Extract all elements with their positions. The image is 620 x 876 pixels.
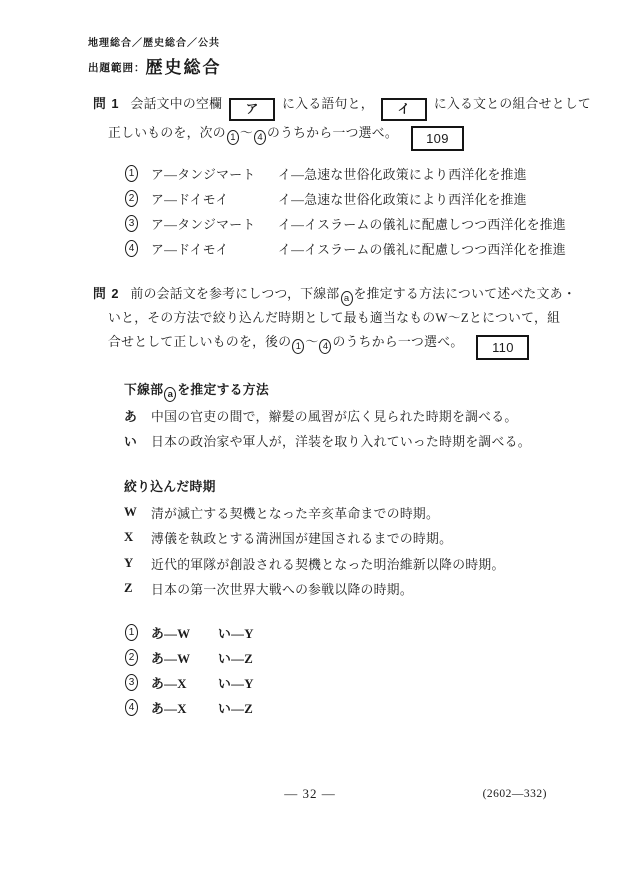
option-pair-a: あ―W bbox=[151, 627, 191, 641]
option-row-1 bbox=[124, 161, 566, 186]
circled-number-1-icon: 1 bbox=[292, 339, 304, 354]
q1-text: のうちから一つ選べ。 bbox=[266, 126, 398, 140]
q1-text: 会話文中の空欄 bbox=[130, 97, 223, 111]
question-2-line-1 bbox=[93, 282, 576, 306]
method-key: あ bbox=[124, 408, 138, 424]
period-heading: 絞り込んだ時期 bbox=[124, 479, 216, 494]
option-row-3 bbox=[124, 670, 254, 695]
method-heading-text: 下線部 bbox=[124, 382, 164, 397]
circled-number-1-icon: 1 bbox=[227, 130, 239, 145]
q1-text: に入る語句と， bbox=[282, 97, 374, 111]
blank-box-a: ア bbox=[229, 98, 275, 121]
option-pair-a: あ―X bbox=[151, 702, 187, 716]
question-1-stem bbox=[93, 92, 592, 151]
option-row-4 bbox=[124, 236, 566, 261]
period-section bbox=[124, 474, 505, 602]
period-text: 清が滅亡する契機となった辛亥革命までの時期。 bbox=[151, 506, 440, 521]
period-item-y bbox=[124, 551, 505, 577]
period-key: W bbox=[124, 504, 138, 519]
question-1-line-2 bbox=[108, 121, 565, 151]
circled-number-2-icon: 2 bbox=[125, 190, 138, 207]
answer-number-box-109: 109 bbox=[411, 126, 464, 151]
circled-number-4-icon: 4 bbox=[254, 130, 266, 145]
period-key: X bbox=[124, 530, 134, 545]
option-pair-b: イ―イスラームの儀礼に配慮しつつ西洋化を推進 bbox=[278, 243, 567, 257]
circled-number-4-icon: 4 bbox=[319, 339, 331, 354]
period-text: 近代的軍隊が創設される契機となった明治維新以降の時期。 bbox=[151, 557, 505, 572]
tilde: ～ bbox=[239, 126, 253, 140]
method-key: い bbox=[124, 434, 138, 450]
period-key: Z bbox=[124, 581, 133, 596]
period-item-x bbox=[124, 525, 505, 551]
question-2-stem bbox=[93, 282, 576, 360]
method-item-a bbox=[124, 403, 531, 429]
option-pair-a: ア―タンジマート bbox=[151, 218, 256, 232]
q1-text: に入る文との組合せとして bbox=[433, 97, 592, 111]
tilde: ～ bbox=[305, 335, 319, 349]
method-text: 中国の官吏の間で，辮髪の風習が広く見られた時期を調べる。 bbox=[151, 409, 518, 424]
circled-number-1-icon: 1 bbox=[125, 165, 138, 182]
option-pair-b: イ―イスラームの儀礼に配慮しつつ西洋化を推進 bbox=[278, 218, 567, 232]
question-2-line-2 bbox=[108, 306, 565, 330]
option-pair-a: あ―W bbox=[151, 652, 191, 666]
circled-number-3-icon: 3 bbox=[125, 674, 138, 691]
exam-scope-value: 歴史総合 bbox=[145, 58, 222, 77]
q1-text: 正しいものを，次の bbox=[108, 126, 226, 140]
question-2-options bbox=[124, 620, 254, 720]
option-row-2 bbox=[124, 186, 566, 211]
period-key: Y bbox=[124, 555, 134, 570]
method-heading-text: を推定する方法 bbox=[177, 382, 269, 397]
option-pair-a: ア―ドイモイ bbox=[151, 243, 229, 257]
circled-number-1-icon: 1 bbox=[125, 624, 138, 641]
question-1-label: 問 1 bbox=[93, 96, 120, 111]
option-pair-a: ア―タンジマート bbox=[151, 168, 256, 182]
q2-text: 合せとして正しいものを，後の bbox=[108, 335, 292, 349]
exam-scope-label: 出題範囲： bbox=[88, 62, 146, 74]
method-section bbox=[124, 377, 531, 454]
method-heading bbox=[124, 377, 531, 403]
option-row-3 bbox=[124, 211, 566, 236]
circled-a-icon: a bbox=[341, 291, 353, 306]
option-pair-b: い―Z bbox=[218, 652, 254, 666]
period-text: 溥儀を執政とする満洲国が建国されるまでの時期。 bbox=[151, 532, 453, 547]
method-item-i bbox=[124, 428, 531, 454]
question-2-line-3 bbox=[108, 330, 565, 360]
q2-text: のうちから一つ選べ。 bbox=[332, 335, 464, 349]
option-pair-b: い―Z bbox=[218, 702, 254, 716]
option-row-1 bbox=[124, 620, 254, 645]
q2-text: 前の会話文を参考にしつつ，下線部 bbox=[130, 287, 340, 301]
answer-number-box-110: 110 bbox=[476, 335, 529, 360]
circled-number-4-icon: 4 bbox=[125, 699, 138, 716]
circled-number-3-icon: 3 bbox=[125, 215, 138, 232]
question-2-label: 問 2 bbox=[93, 286, 120, 301]
q2-text: いと，その方法で絞り込んだ時期として最も適当なものW～Zとについて，組 bbox=[108, 311, 561, 325]
period-item-z bbox=[124, 576, 505, 602]
page-number: ― 32 ― bbox=[284, 786, 336, 801]
option-pair-b: い―Y bbox=[218, 627, 254, 641]
document-code: (2602―332) bbox=[482, 788, 547, 800]
period-text: 日本の第一次世界大戦への参戦以降の時期。 bbox=[151, 583, 413, 598]
period-item-w bbox=[124, 500, 505, 526]
option-pair-b: イ―急速な世俗化政策により西洋化を推進 bbox=[278, 168, 527, 182]
circled-a-icon: a bbox=[164, 387, 176, 402]
method-text: 日本の政治家や軍人が，洋装を取り入れていった時期を調べる。 bbox=[151, 435, 531, 450]
option-pair-b: イ―急速な世俗化政策により西洋化を推進 bbox=[278, 193, 527, 207]
option-row-2 bbox=[124, 645, 254, 670]
option-pair-a: あ―X bbox=[151, 677, 187, 691]
option-pair-a: ア―ドイモイ bbox=[151, 193, 229, 207]
q2-text: を推定する方法について述べた文あ・ bbox=[353, 287, 576, 301]
header bbox=[88, 34, 222, 78]
circled-number-4-icon: 4 bbox=[125, 240, 138, 257]
question-1-options bbox=[124, 161, 566, 261]
option-row-4 bbox=[124, 695, 254, 720]
option-pair-b: い―Y bbox=[218, 677, 254, 691]
exam-scope bbox=[88, 53, 222, 78]
blank-box-i: イ bbox=[381, 98, 427, 121]
subject-line: 地理総合／歴史総合／公共 bbox=[88, 38, 220, 49]
question-1-line-1 bbox=[93, 92, 592, 121]
circled-number-2-icon: 2 bbox=[125, 649, 138, 666]
